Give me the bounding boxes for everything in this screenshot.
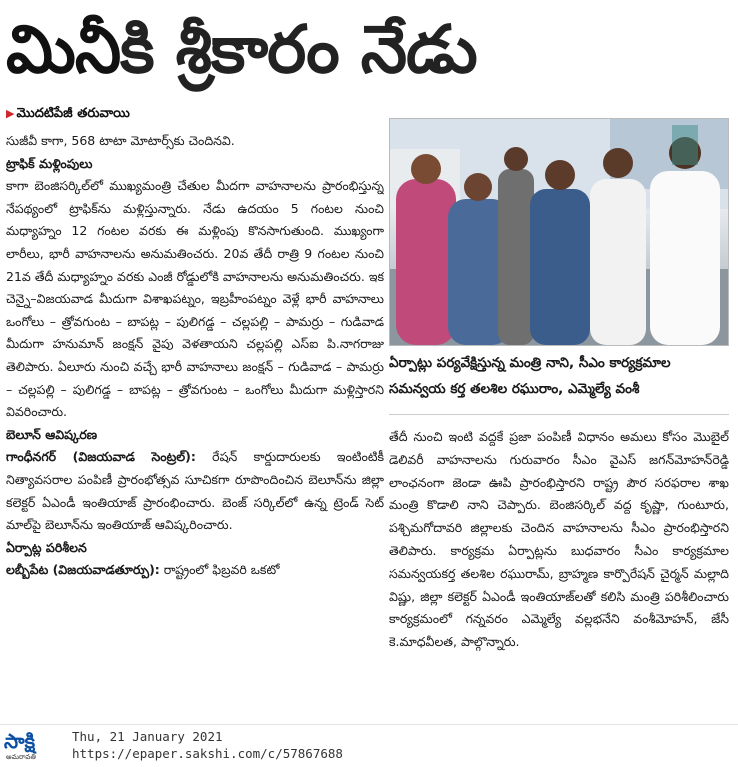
triangle-marker-icon: ▶: [6, 107, 15, 120]
continuation-label: మొదటిపేజీ తరువాయి: [16, 106, 130, 121]
epaper-url[interactable]: https://epaper.sakshi.com/c/57867688: [72, 746, 343, 761]
headline: [6, 2, 732, 98]
right-column: [389, 426, 729, 716]
headline-part-1: మినీ: [6, 11, 121, 88]
dateline-labbipet: లబ్బీపేట (విజయవాడతూర్పు):: [6, 562, 160, 578]
left-paragraph-3-body: రేషన్‌ కార్డుదారులకు ఇంటింటికీ నిత్యావసరాల పంపిణీ ప్రారంభోత్సవ సూచికగా రూపొందించిన బెలూన్‌ను జిల్లా కలెక్టర్‌ ఏఎండీ ఇంతియాజ్‌ ప్రారంభించారు. బెంజ్‌ సర్కిల్‌లో ఉన్న ట్రెండ్‌ సెట్‌ మాల్‌పై బెలూన్‌ను ఇంతియాజ్‌ ఆవిష్కరించారు.: [6, 449, 384, 533]
left-paragraph-4-body: రాష్ట్రంలో ఫిబ్రవరి ఒకటో: [159, 562, 280, 578]
news-photo-illustration: [390, 119, 728, 345]
headline-part-2: కి శ్రీకారం నేడు: [120, 11, 477, 88]
left-column: [6, 130, 384, 712]
left-paragraph-2: కాగా బెంజిసర్కిల్‌లో ముఖ్యమంత్రి చేతుల మీదగా వాహనాలను ప్రారంభిస్తున్న నేపథ్యంలో ట్రాఫిక్‌ను మళ్లిస్తున్నారు. నేడు ఉదయం 5 గంటల నుంచి మధ్యాహ్నం 12 గంటల వరకు ఈ మళ్లింపు కొనసాగుతుంది. ముఖ్యంగా లారీలు, భారీ వాహనాలను అనుమతించరు. 20వ తేదీ రాత్రి 9 గంటల నుంచి 21వ తేదీ మధ్యాహ్నం వరకు ఎంజీ రోడ్డులోకి వాహనాలను అనుమతించరు. ఇక చెన్నై–విజయవాడ మీదుగా విశాఖపట్నం, ఇబ్రహీంపట్నం వెళ్లే భారీ వాహనాలు ఒంగోలు – త్రోవగుంట – బాపట్ల – పులిగడ్డ – చల్లపల్లి – పామర్రు – గుడివాడ మీదుగా హనుమాన్‌ జంక్షన్‌ వైపు వెళతాయని చల్లపల్లి ఎస్‌ఐ పి.నాగరాజు తెలిపారు. ఏలూరు నుంచి వచ్చే భారీ వాహనాలు జంక్షన్‌ – గుడివాడ – పామర్రు – చల్లపల్లి – పులిగడ్డ – బాపట్ల – త్రోవగుంట – ఒంగోలు మీదుగా మళ్లిస్తారని వివరించారు.: [6, 178, 384, 420]
left-paragraph-1: సుజీవీ కాగా, 568 టాటా మోటార్స్‌కు చెందినవి.: [6, 133, 235, 148]
subheading-arrangements-inspection: ఏర్పాట్ల పరిశీలన: [6, 539, 87, 555]
dateline-gandhinagar: గాంధీనగర్‌ (విజయవాడ సెంట్రల్‌):: [6, 449, 196, 465]
subheading-balloon-launch: బెలూన్‌ ఆవిష్కరణ: [6, 426, 98, 442]
right-paragraph-1: తేదీ నుంచి ఇంటి వద్దకే ప్రజా పంపిణీ విధానం అమలు కోసం మొబైల్‌ డెలివరీ వాహనాలను గురువారం సీఎం వైఎస్‌ జగన్‌మోహన్‌రెడ్డి లాంఛనంగా జెండా ఊపి ప్రారంభిస్తారని రాష్ట్ర పౌర సరఫరాల శాఖ మంత్రి కొడాలి నాని చెప్పారు. బెంజిసర్కిల్‌ వద్ద కృష్ణా, గుంటూరు, పశ్చిమగోదావరి జిల్లాలకు చెందిన వాహనాలను సీఎం ప్రారంభిస్తారని తెలిపారు. కార్యక్రమ ఏర్పాట్లను బుధవారం సీఎం కార్యక్రమాల సమన్వయకర్త తలశిల రఘురామ్‌, బ్రాహ్మణ కార్పొరేషన్‌ చైర్మన్‌ మల్లాది విష్ణు, జిల్లా కలెక్టర్‌ ఏఎండీ ఇంతియాజ్‌లతో కలిసి మంత్రి పరిశీలించారు కార్యక్రమంలో గన్నవరం ఎమ్మెల్యే వల్లభనేని వంశీమోహన్‌, జేసీ కె.మాధవీలత, పాల్గొన్నారు.: [389, 429, 729, 650]
continuation-marker: [6, 106, 130, 124]
photo-caption: ఏర్పాట్లు పర్యవేక్షిస్తున్న మంత్రి నాని, సీఎం కార్యక్రమాల సమన్వయ కర్త తలశిల రఘురాం, ఎమ్మెల్యే వంశీ: [389, 350, 729, 415]
news-photo: [389, 118, 729, 346]
footer: [0, 724, 738, 767]
sakshi-logo: [4, 729, 64, 763]
subheading-traffic-diversions: ట్రాఫిక్‌ మళ్లింపులు: [6, 155, 93, 171]
logo-wordmark: సాక్షి: [4, 729, 36, 753]
left-paragraph-4: [6, 559, 384, 582]
publication-date: Thu, 21 January 2021: [72, 729, 223, 744]
left-paragraph-3: [6, 446, 384, 536]
logo-edition: అమరావతి: [6, 753, 36, 761]
